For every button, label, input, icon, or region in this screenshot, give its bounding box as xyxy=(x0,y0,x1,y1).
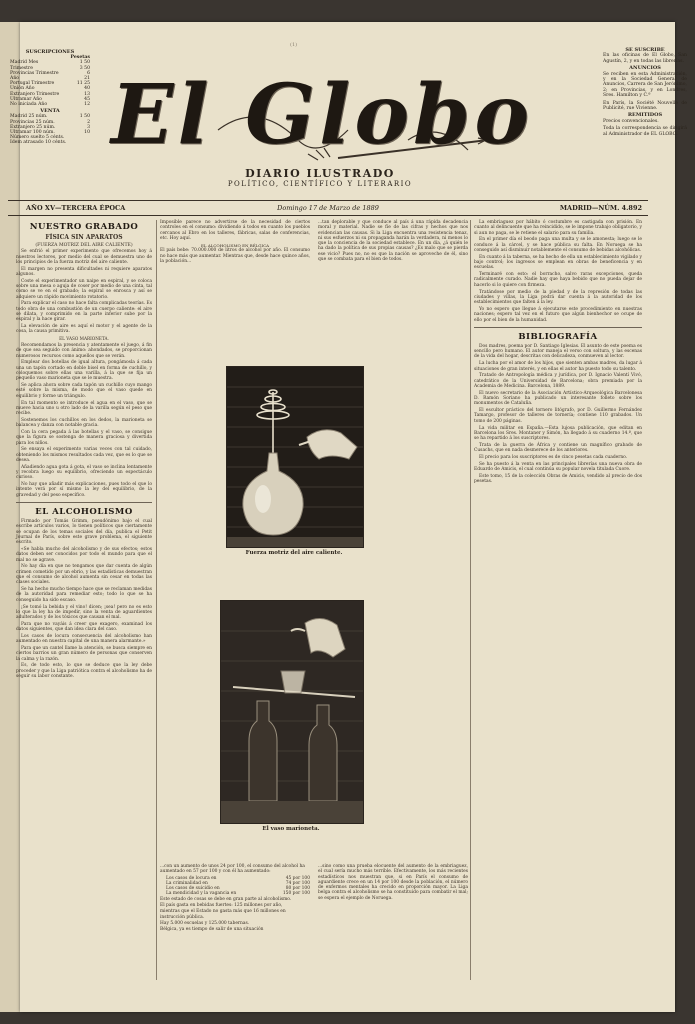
issue-number: MADRID—NÚM. 4.892 xyxy=(559,204,642,212)
issue-date: Domingo 17 de Marzo de 1889 xyxy=(277,204,379,212)
article-noruega-body xyxy=(474,220,642,323)
subscriptions-left xyxy=(10,50,90,146)
paragraph: El precio para los suscriptores es de cinco pesetas cada cuaderno. xyxy=(479,454,628,460)
paragraph: La embriaguez por hábito ó costumbre es castigada con prisión. En cuanto al delincuente que ha reincidido, se le impone trabajo obligatorio, y si aun no paga, se le retiene el salario para su familia. xyxy=(474,220,642,236)
paragraph: Se ha puesto á la venta en las principales librerías una nueva obra de Eduardo de Amicis, el cual continúa su popular novela titulada Cuore. xyxy=(474,461,642,473)
middle-bottom-right xyxy=(318,864,468,902)
subscription-label: Unión Año xyxy=(10,86,35,92)
paragraph: Para que no vayáis á creer que exagero, examinad los datos siguientes, que dan idea clara del caso. xyxy=(16,621,152,633)
paragraph: Se enfrió el primer experimento que ofrecemos hoy á nuestros lectores, por medio del cual se demuestra uno de los principios de la fuerza motriz del aire caliente. xyxy=(16,249,152,265)
subscription-price: 12 xyxy=(84,102,90,108)
paragraph: En el primer día el beodo paga una multa y se le amonesta; luego se le conduce á la cárcel, y se hace pública su falta. En Noruega se ha conseguido así disminuir notablemente el consumo de bebidas alcohólicas. xyxy=(474,237,642,253)
sale-heading: VENTA xyxy=(40,108,60,115)
paragraph: Dos madres, poema por D. Santiago Iglesias. El asunto de este poema es sencillo pero humano. El autor maneja el verso con soltura, y las escenas de la vida del hogar, descritas con delicadeza, conmueven al lector. xyxy=(474,343,642,360)
paragraph: Este tomo, 15 de la colección Obras de Amicis, vendido al precio de dos pesetas. xyxy=(474,473,642,485)
masthead-subtitle-block xyxy=(180,167,460,188)
paragraph: Se ha hecho mucho tiempo hace que se reclaman medidas de la autoridad para remediar esto; todo lo que se ha conseguido ha sido escaso. xyxy=(16,587,152,603)
paragraph: Bélgica, ya es tiempo de salir de una situación xyxy=(160,927,264,933)
subscribe-line: Se reciben en esta Administración, y en la Sociedad General de Anuncios, Carrera de San Jerónimo, 2; en Provincias, y en Londres, Sres. Hamilton y C.ª xyxy=(603,71,687,99)
paragraph: ...con un aumento de unos 24 por 100, el consumo del alcohol ha aumentado en 57 por 100 y con él ha aumentado: xyxy=(160,864,305,875)
section-title-alcoholismo: EL ALCOHOLISMO xyxy=(35,507,133,518)
masthead-tagline: POLÍTICO, CIENTÍFICO Y LITERARIO xyxy=(227,180,413,188)
column-left xyxy=(16,220,152,980)
sale-rows xyxy=(10,114,90,145)
engraving-hot-air xyxy=(226,366,364,548)
subscription-label: Trimestre xyxy=(10,65,33,71)
sale-row xyxy=(10,140,90,145)
subscription-price: 45 xyxy=(84,96,90,102)
subhead-belgica: EL ALCOHOLISMO EN BÉLGICA xyxy=(200,243,270,249)
stats-label: Los casos de locura en xyxy=(166,875,217,881)
stats-table xyxy=(160,876,310,897)
paragraph: Yo no espero que llegue á ejecutarse este procedimiento en nuestras naciones; espero tal vez en el futuro que algún bienhechor se ocupe de ello por el bien de la humanidad. xyxy=(474,306,642,323)
subscription-label: Portugal Trimestre xyxy=(10,81,55,87)
subscribe-line: Toda la correspondencia se dirigirá al Administrador de EL GLOBO. xyxy=(603,126,687,137)
paragraph: Terminaré con esto: el borracho, salvo raras excepciones, queda radicalmente curado. Nadie hay que haya bebido que no pueda dejar de hacerlo si lo quiere con firmeza. xyxy=(474,272,642,288)
paragraph: En cuanto á la taberna, se ha hecho de ella un establecimiento vigilado y bajo control; los ingresos se emplean en obras de beneficencia y en escuelas. xyxy=(474,254,642,271)
masthead-logo xyxy=(88,60,556,180)
engraving-hot-air-icon xyxy=(227,367,363,547)
paragraph: En tal momento se introduce el agua en el vaso, que se mueve hacia uno u otro lado de la varilla según el peso que recibe. xyxy=(16,400,152,417)
subscribe-subheading: ANUNCIOS xyxy=(629,65,661,72)
paragraph: Este estado de cosas se debe en gran parte al alcoholismo. xyxy=(160,896,292,902)
paragraph: Firmado por Tomás Grimm, pseudónimo bajo el cual escribe artículos varios, lo tienen políticos que ciertamente se ocupan de los temas sociales del día, publica el Petit Journal de París, sobre este grave problema, el siguiente escrito. xyxy=(16,519,152,546)
paragraph: El país gasta en bebidas fuertes: 125 millones por año, xyxy=(160,903,283,909)
paragraph: Imposible parece no advertirse de la necesidad de ciertos controles en el consumo: dividiendo á todos en cuanto los pueblos cercanos al Ebro en los talleres, fábricas, salas de conferencias, etc. Hoy aquí. xyxy=(160,220,310,241)
sale-price: 10 xyxy=(84,130,90,136)
sale-label: Idem atrasado 10 cénts. xyxy=(10,140,67,146)
stats-value: 74 por 100 xyxy=(285,880,310,886)
paragraph: Para que un cantel llame la atención, se busca siempre en ciertos barrios un gran número de personas que conserven la calma y la razón. xyxy=(16,646,152,662)
archive-stamp: (1) xyxy=(290,42,298,48)
paragraph: No hay día en que no tengamos que dar cuenta de algún crimen cometido por un ebrio, y las estadísticas demuestran que el consumo de alcohol aumenta sin cesar en todas las clases sociales. xyxy=(16,564,152,586)
middle-bottom-left xyxy=(160,864,310,934)
subscription-price: 3 50 xyxy=(79,65,90,71)
subscription-label: Extranjero Trimestre xyxy=(10,91,60,97)
paragraph: Coste el experimentador un naipe en espiral, y se coloca sobre una mesa o aguja de coser por medio de una cinta, tal como se ve en el grabado; la espiral se enrosca y así se adquiere un rápido movimiento rotatorio. xyxy=(16,278,152,300)
sale-label: Extranjero 25 núm. xyxy=(10,124,56,130)
masthead-subtitle: DIARIO ILUSTRADO xyxy=(245,167,395,180)
issue-header-bar xyxy=(8,200,648,216)
masthead-title: El Globo xyxy=(110,67,534,163)
stats-label: La mendicidad y la vagancia en xyxy=(166,891,237,897)
paragraph: No hay que añadir más explicaciones, pues todo el que lo intente verá por sí mismo la ley del equilibrio, de la gravedad y del peso específico. xyxy=(16,482,152,498)
column-separator xyxy=(470,220,471,980)
stats-label: Los casos de suicidio en xyxy=(166,886,220,892)
middle-top-left xyxy=(160,220,310,264)
section-title-bibliografia: BIBLIOGRAFÍA xyxy=(518,331,598,342)
stats-value: 150 por 100 xyxy=(282,891,310,897)
article-subhead: EL VASO MARIONETA. xyxy=(59,336,109,342)
paragraph: El margen no presenta dificultades ni requiere aparatos algunos. xyxy=(16,266,152,277)
paragraph: La vida militar en España.—Esta lujosa publicación, que editan en Barcelona los Sres. Montaner y Simón, ha llegado á su cuaderno 14.º, que se ha repartido á los suscriptores. xyxy=(474,425,642,442)
column-right xyxy=(474,220,642,980)
sale-price: 2 xyxy=(87,119,90,125)
stats-label: La criminalidad en xyxy=(166,880,208,886)
stats-row xyxy=(160,891,310,896)
subscriptions-subheading: Pesetas xyxy=(70,55,90,61)
section-subtitle-fisica: FÍSICA SIN APARATOS xyxy=(45,234,123,241)
subscription-label: No iniciada Año xyxy=(10,102,48,108)
paragraph: Se ensaya el experimento varias veces con tal cuidado, obteniendo los mismos resultados cada vez, que es lo que se desea. xyxy=(16,447,152,463)
paragraph: Tratándose por medio de la piedad y de la represión de todas las ciudades y villas, la Liga podrá dar cuenta á la autoridad de los establecimientos que falten á la ley. xyxy=(474,289,642,306)
sale-label: Provincias 25 núm. xyxy=(10,119,55,125)
stats-value: 80 por 100 xyxy=(285,886,310,892)
paragraph: ...tan deplorable y que conduce al país á una rápida decadencia moral y material. Nadie se fíe de las cifras y hechos que nos evidencian las causas. Si la Liga encuentra una resistencia tenaz, ni sus esfuerzos ni su propaganda harán la verdadera, ni menos lo que la conciencia de la sociedad establece. En un día, ¿á quién le ha dado la política de sus propias causas? ¿Es malo que se pierda ese vicio? Pues no, no es que la nación se aproveche de él, sino que se combata para el bien de todos. xyxy=(318,220,468,263)
subscribe-subheading: REMITIDOS xyxy=(627,112,663,119)
paragraph: La lucha por el amor de los hijos, que sienten ambas madres, da lugar á situaciones de gran interés, y en ellas el autor ha puesto todo su talento. xyxy=(474,361,642,372)
issue-year: AÑO XV—TERCERA ÉPOCA xyxy=(26,204,126,212)
paragraph: Tratado de Antropología médica y jurídica, por D. Ignacio Valentí Vivó, catedrático de la Universidad de Barcelona; obra premiada por la Academia de Medicina. Barcelona, 1889. xyxy=(474,373,642,389)
sale-label: Número suelto 5 cénts. xyxy=(10,135,65,141)
stats-value: 45 por 100 xyxy=(285,875,310,881)
paragraph: Emplear dos botellas de igual altura, pongámosla á cada una un tapón cortado en doble bisel en forma de cuchillo, y coloquemos sobre ellas una varilla, á la que se fija un pequeño vaso marioneta que se le muestra. xyxy=(16,360,152,382)
sale-label: Ultramar 100 núm. xyxy=(10,130,55,136)
caption-marionette: El vaso marioneta. xyxy=(262,826,320,832)
subscription-label: Madrid Mes xyxy=(10,60,39,66)
subscriptions-rows xyxy=(10,60,90,107)
subscriptions-right xyxy=(603,48,687,139)
paragraph: El escultor práctico del tornero litógrafo, por D. Guillermo Fernández Tamargo, profesor de talleres de tornería; contiene 110 grabados. Un tomo de 200 páginas. xyxy=(474,408,642,424)
subscription-price: 11 25 xyxy=(76,81,90,87)
caption-hot-air: Fuerza motriz del aire caliente. xyxy=(245,550,343,556)
subscribe-line: Precios convencionales. xyxy=(603,118,659,124)
subscribe-lines xyxy=(603,53,687,137)
paragraph: Hay 5.000 escuelas y 125.000 tabernas. xyxy=(160,920,250,926)
middle-top-right xyxy=(318,220,468,262)
divider xyxy=(474,327,642,328)
paragraph: mientras que el Estado no gasta más que 16 millones en instrucción pública. xyxy=(160,909,286,920)
article-alcoholismo-body xyxy=(16,519,152,679)
paragraph: Sostenemos los cuchillos en los dedos, la marioneta se balancea y danza con notable gracia. xyxy=(16,417,152,429)
bibliography-body xyxy=(474,344,642,485)
paragraph: Los casos de locura consecuencia del alcoholismo han aumentado en nuestra capital de una manera alarmante.» xyxy=(16,634,152,645)
divider xyxy=(16,502,152,503)
subscription-price: 40 xyxy=(84,86,90,92)
subscription-row xyxy=(10,102,90,107)
subscription-price: 13 xyxy=(84,91,90,97)
paragraph: El nuevo secretario de la Asociación Artístico-Arqueológica Barcelonesa D. Ramón Soriano ha publicado un interesante folleto sobre los monumentos de Cataluña. xyxy=(474,390,642,407)
paragraph: «Se habla mucho del alcoholismo y de sus efectos; estos datos deben ser conocidos por todo el mundo para que el mal no se agrave. xyxy=(16,547,152,563)
subscription-label: Año xyxy=(10,76,20,82)
subscribe-line: En las oficinas de El Globo, San Agustín, 2, y en todas las librerías. xyxy=(603,53,687,64)
subscriptions-heading: SUSCRIPCIONES xyxy=(25,49,75,55)
engraving-marionette-icon xyxy=(221,601,363,823)
subscription-price: 21 xyxy=(84,76,90,82)
paragraph: La elevación de aire es aquí el motor y el agente de la cosa, la causa primitiva. xyxy=(16,324,152,335)
subscription-price: 6 xyxy=(87,70,90,76)
sale-price: 3 xyxy=(87,124,90,130)
subscribe-line: En París, la Société Nouvelle de Publicité, rue Vivienne. xyxy=(603,100,687,112)
subscription-label: Provincias Trimestre xyxy=(10,70,59,76)
paragraph: ¡Se tomó la bebida y el vino! dicen; ¡sea! pero no es esto lo que la ley ha de impedir, sino la venta de aguardientes adulterados y de los tóxicos que causan el mal. xyxy=(16,604,152,621)
paragraph: Trata de la guerra de África y contiene un magnífico grabado de Cusachs, que en nada desmerece de los anteriores. xyxy=(474,442,642,454)
section-title-grabado: NUESTRO GRABADO xyxy=(29,222,139,232)
paragraph: Se aplica ahora sobre cada tapón un cuchillo cuyo mango esté sobre la misma, de modo que el vaso quede en equilibrio y forme un triángulo. xyxy=(16,383,152,399)
paragraph: Recomendamos la presencia y atentamente el juego, á fin de que sea seguido con ánimo: ahondados, se proporcionan numerosos recursos como aquellos que se verán. xyxy=(16,343,152,359)
engraving-marionette-glass xyxy=(220,600,364,824)
column-separator xyxy=(156,220,157,980)
section-sub2-fuerza: (FUERZA MOTRIZ DEL AIRE CALIENTE) xyxy=(35,242,133,248)
paragraph: ...sino como una prueba elocuente del aumento de la embriaguez, el cual sería mucho más terrible. Efectivamente, los más recientes estadísticos nos muestran que, si en París el consumo de aguardiente crece en un 14 por 100 desde la población, el número de enfermos mentales ha crecido en proporción mayor. La Liga belga contra el alcoholismo se ha constituido para combatir el mal; se espera el ejemplo de Noruega. xyxy=(318,864,468,901)
subscription-price: 1 50 xyxy=(79,60,90,66)
paragraph: Para explicar el caso no hace falta complicadas teorías. Es todo obra de una combustión de un cuerpo caliente: el aire se dilata, y comprimido en la parte inferior sube por la espiral y la hace girar. xyxy=(16,301,152,323)
subscription-label: Ultramar Año xyxy=(10,96,42,102)
subscribe-heading: SE SUSCRIBE xyxy=(625,47,665,53)
sale-price: 1 50 xyxy=(79,114,90,120)
paragraph: El país bebe: 70.000.000 de litros de alcohol por año. El consumo no hace más que aumentar. Mientras que, desde hace quince años, la población... xyxy=(160,248,310,265)
paragraph: Es, de todo esto, lo que se deduce que la ley debe proceder y que la Liga patriótica contra el alcoholismo ha de seguir su labor constante. xyxy=(16,663,152,680)
article-grabado-body xyxy=(16,249,152,498)
paragraph: Con la cera pegada á las botellas y el vaso, se consigue que la figura se sostenga de manera graciosa y divertida para los niños. xyxy=(16,430,152,446)
sale-label: Madrid 25 núm. xyxy=(10,114,48,120)
paragraph: Añadiendo agua gota á gota, el vaso se inclina lentamente y recobra luego su equilibrio, ofreciendo un espectáculo curioso. xyxy=(16,464,152,481)
